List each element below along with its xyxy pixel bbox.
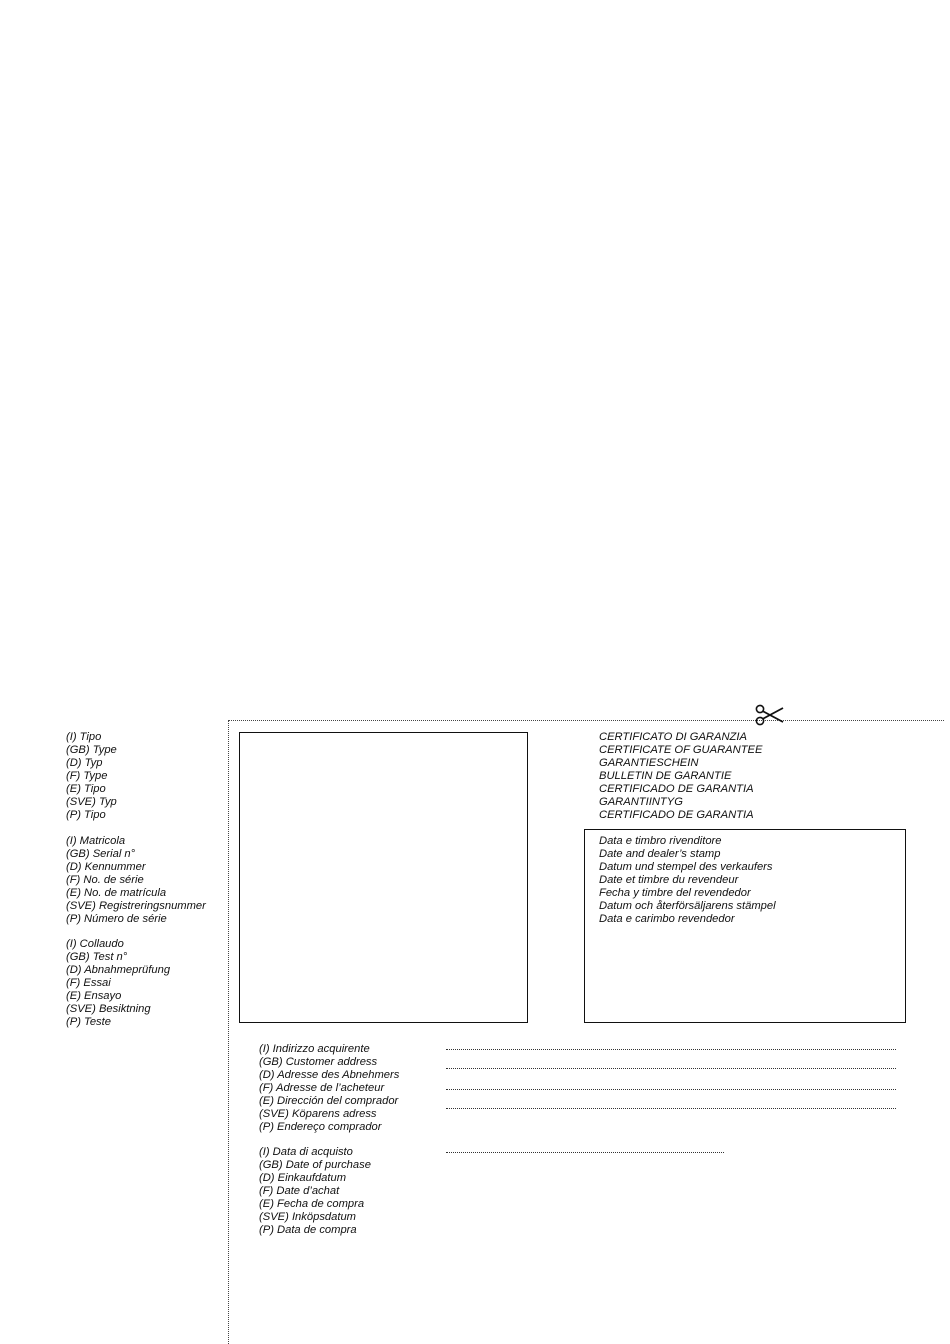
certificate-title: CERTIFICADO DE GARANTIA [599, 783, 754, 795]
serial-label: (I) Matricola [66, 835, 126, 847]
product-info-box[interactable] [239, 732, 528, 1023]
dealer-stamp-labels [599, 835, 776, 926]
type-label: (P) Tipo [66, 809, 106, 821]
serial-label: (SVE) Registreringsnummer [66, 900, 206, 912]
dealer-stamp-label: Data e carimbo revendedor [599, 913, 735, 925]
customer-address-label: (F) Adresse de l’acheteur [259, 1082, 385, 1094]
type-labels [66, 731, 117, 822]
serial-label: (E) No. de matrícula [66, 887, 167, 899]
dealer-stamp-label: Date et timbre du revendeur [599, 874, 739, 886]
test-labels [66, 938, 170, 1029]
purchase-date-label: (I) Data di acquisto [259, 1146, 353, 1158]
customer-address-field-line[interactable] [446, 1108, 896, 1109]
dealer-stamp-label: Datum und stempel des verkaufers [599, 861, 773, 873]
dealer-stamp-label: Datum och återförsäljarens stämpel [599, 900, 776, 912]
dealer-stamp-label: Date and dealer’s stamp [599, 848, 721, 860]
type-label: (E) Tipo [66, 783, 106, 795]
test-label: (P) Teste [66, 1016, 111, 1028]
certificate-title: CERTIFICATO DI GARANZIA [599, 731, 747, 743]
certificate-title: GARANTIESCHEIN [599, 757, 699, 769]
test-label: (F) Essai [66, 977, 111, 989]
customer-address-field-line[interactable] [446, 1049, 896, 1050]
certificate-title: BULLETIN DE GARANTIE [599, 770, 732, 782]
type-label: (GB) Type [66, 744, 117, 756]
customer-address-label: (E) Dirección del comprador [259, 1095, 399, 1107]
cut-line-horizontal [228, 720, 944, 721]
test-label: (GB) Test n° [66, 951, 128, 963]
customer-address-labels [259, 1043, 399, 1134]
purchase-date-labels [259, 1146, 371, 1237]
purchase-date-label: (SVE) Inköpsdatum [259, 1211, 357, 1223]
test-label: (E) Ensayo [66, 990, 122, 1002]
certificate-titles [599, 731, 762, 822]
dealer-stamp-label: Fecha y timbre del revendedor [599, 887, 751, 899]
purchase-date-label: (F) Date d’achat [259, 1185, 340, 1197]
purchase-date-label: (D) Einkaufdatum [259, 1172, 347, 1184]
cut-line-vertical [228, 720, 229, 1344]
scissors-icon [753, 702, 785, 726]
customer-address-label: (GB) Customer address [259, 1056, 378, 1068]
serial-label: (D) Kennummer [66, 861, 146, 873]
purchase-date-label: (P) Data de compra [259, 1224, 357, 1236]
serial-label: (P) Número de série [66, 913, 167, 925]
customer-address-label: (I) Indirizzo acquirente [259, 1043, 370, 1055]
certificate-title: CERTIFICADO DE GARANTIA [599, 809, 754, 821]
purchase-date-field-line[interactable] [446, 1152, 724, 1153]
test-label: (I) Collaudo [66, 938, 124, 950]
customer-address-field-line[interactable] [446, 1068, 896, 1069]
serial-label: (GB) Serial n° [66, 848, 136, 860]
customer-address-label: (SVE) Köparens adress [259, 1108, 377, 1120]
type-label: (I) Tipo [66, 731, 102, 743]
purchase-date-label: (GB) Date of purchase [259, 1159, 371, 1171]
dealer-stamp-label: Data e timbro rivenditore [599, 835, 722, 847]
serial-label: (F) No. de série [66, 874, 144, 886]
customer-address-label: (D) Adresse des Abnehmers [259, 1069, 400, 1081]
serial-labels [66, 835, 206, 926]
certificate-title: GARANTIINTYG [599, 796, 683, 808]
type-label: (D) Typ [66, 757, 103, 769]
purchase-date-label: (E) Fecha de compra [259, 1198, 365, 1210]
test-label: (D) Abnahmeprüfung [66, 964, 171, 976]
type-label: (F) Type [66, 770, 108, 782]
certificate-title: CERTIFICATE OF GUARANTEE [599, 744, 763, 756]
customer-address-label: (P) Endereço comprador [259, 1121, 382, 1133]
type-label: (SVE) Typ [66, 796, 117, 808]
customer-address-field-line[interactable] [446, 1089, 896, 1090]
test-label: (SVE) Besiktning [66, 1003, 151, 1015]
